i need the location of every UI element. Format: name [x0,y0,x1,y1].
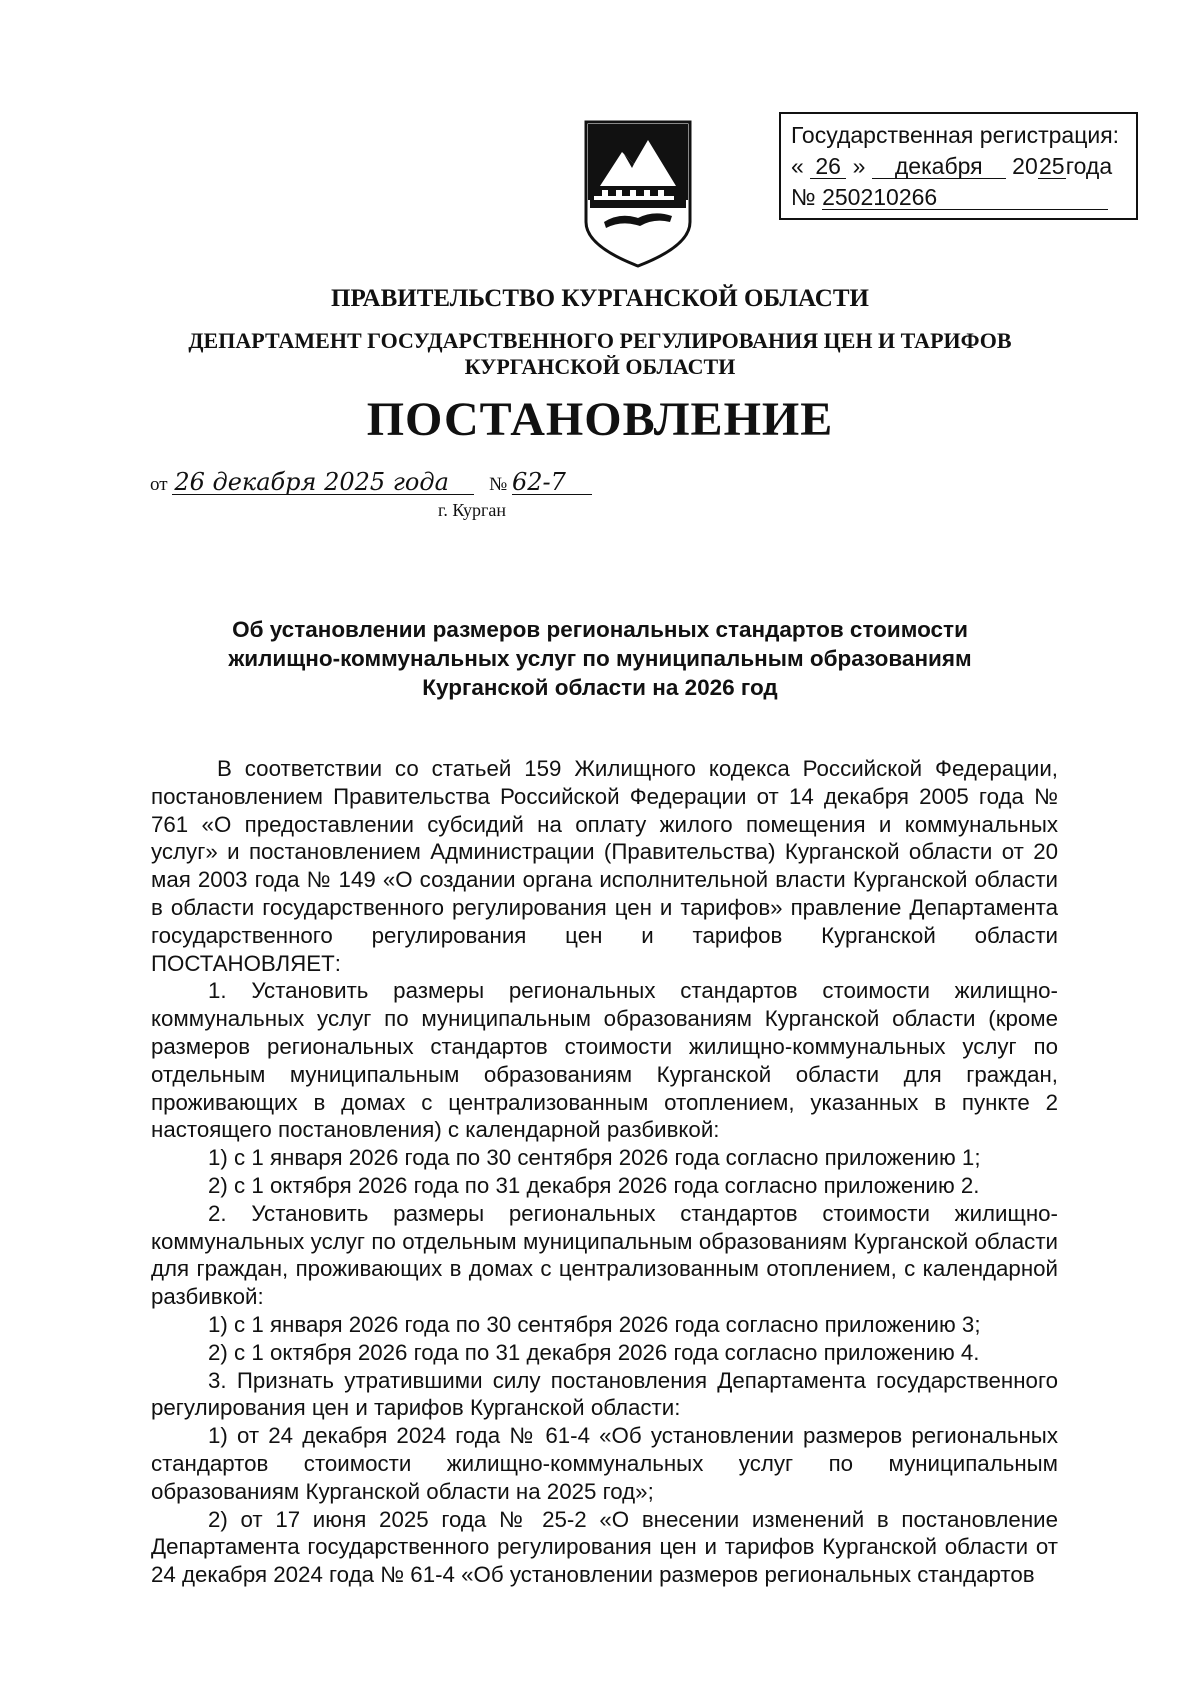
clause-1: 1. Установить размеры региональных стандартов стоимости жилищно-коммунальных услуг по муниципальным образованиям Курганской области (кроме размеров региональных стандартов стоимости жилищно-коммунальных услуг по отдельным муниципальным образованиям Курганской области для граждан, проживающих в домах с централизованным отоплением, указанных в пункте 2 настоящего постановления) с календарной разбивкой: [151,978,1058,1143]
registration-number: № 250210266 [791,182,1128,213]
registration-month: декабря [872,154,1006,179]
registration-title: Государственная регистрация: [791,122,1120,148]
number-label: № [489,474,508,495]
clause-2: 2. Установить размеры региональных стандартов стоимости жилищно-коммунальных услуг по отдельным муниципальным образованиям Курганской области для граждан, проживающих в домах с централизованным отоплением, с календарной разбивкой: [151,1200,1058,1310]
from-label: от [150,474,168,495]
city-label: г. Курган [438,500,507,520]
issue-date: 26 декабря 2025 года [172,470,474,495]
clause-3-item-1: 1) от 24 декабря 2024 года № 61-4 «Об установлении размеров региональных стандартов стоимости жилищно-коммунальных услуг по муниципальным образованиям Курганской области на 2025 год»; [151,1423,1058,1504]
issue-number: 62-7 [512,470,592,495]
registration-number-value: 250210266 [822,185,1108,210]
issue-line [150,470,670,540]
clause-1-item-2: 2) с 1 октября 2026 года по 31 декабря 2026 года согласно приложению 2. [208,1172,980,1198]
document-type-title: ПОСТАНОВЛЕНИЕ [366,393,834,446]
document-body [151,755,1058,1589]
document-subject: Об установлении размеров региональных стандартов стоимости жилищно-коммунальных услуг по муниципальным образованиям Курганской области на 2026 год [228,617,972,700]
clause-2-item-2: 2) с 1 октября 2026 года по 31 декабря 2026 года согласно приложению 4. [208,1339,980,1365]
clause-2-item-1: 1) с 1 января 2026 года по 30 сентября 2026 года согласно приложению 3; [208,1311,981,1337]
government-title: ПРАВИТЕЛЬСТВО КУРГАНСКОЙ ОБЛАСТИ [331,285,869,312]
clause-3: 3. Признать утратившими силу постановления Департамента государственного регулирования цен и тарифов Курганской области: [151,1367,1058,1421]
preamble-paragraph: В соответствии со статьей 159 Жилищного кодекса Российской Федерации, постановлением Правительства Российской Федерации от 14 декабря 2005 года № 761 «О предоставлении субсидий на оплату жилого помещения и коммунальных услуг» и постановлением Администрации (Правительства) Курганской области от 20 мая 2003 года № 149 «О создании органа исполнительной власти Курганской области в области государственного регулирования цен и тарифов» правление Департамента государственного регулирования цен и тарифов Курганской области ПОСТАНОВЛЯЕТ: [151,756,1058,976]
coat-of-arms-icon [580,118,696,268]
department-title: ДЕПАРТАМЕНТ ГОСУДАРСТВЕННОГО РЕГУЛИРОВАНИЯ ЦЕН И ТАРИФОВ КУРГАНСКОЙ ОБЛАСТИ [188,328,1012,379]
state-registration-stamp [779,112,1138,220]
clause-3-item-2: 2) от 17 июня 2025 года № 25-2 «О внесении изменений в постановление Департамента государственного регулирования цен и тарифов Курганской области от 24 декабря 2024 года № 61-4 «Об установлении размеров региональных стандартов [151,1506,1058,1588]
registration-day: 26 [810,154,846,179]
registration-year: 25 [1038,153,1065,179]
registration-date: « 26 » декабря 2025года [791,153,1113,179]
clause-1-item-1: 1) с 1 января 2026 года по 30 сентября 2026 года согласно приложению 1; [208,1145,981,1171]
